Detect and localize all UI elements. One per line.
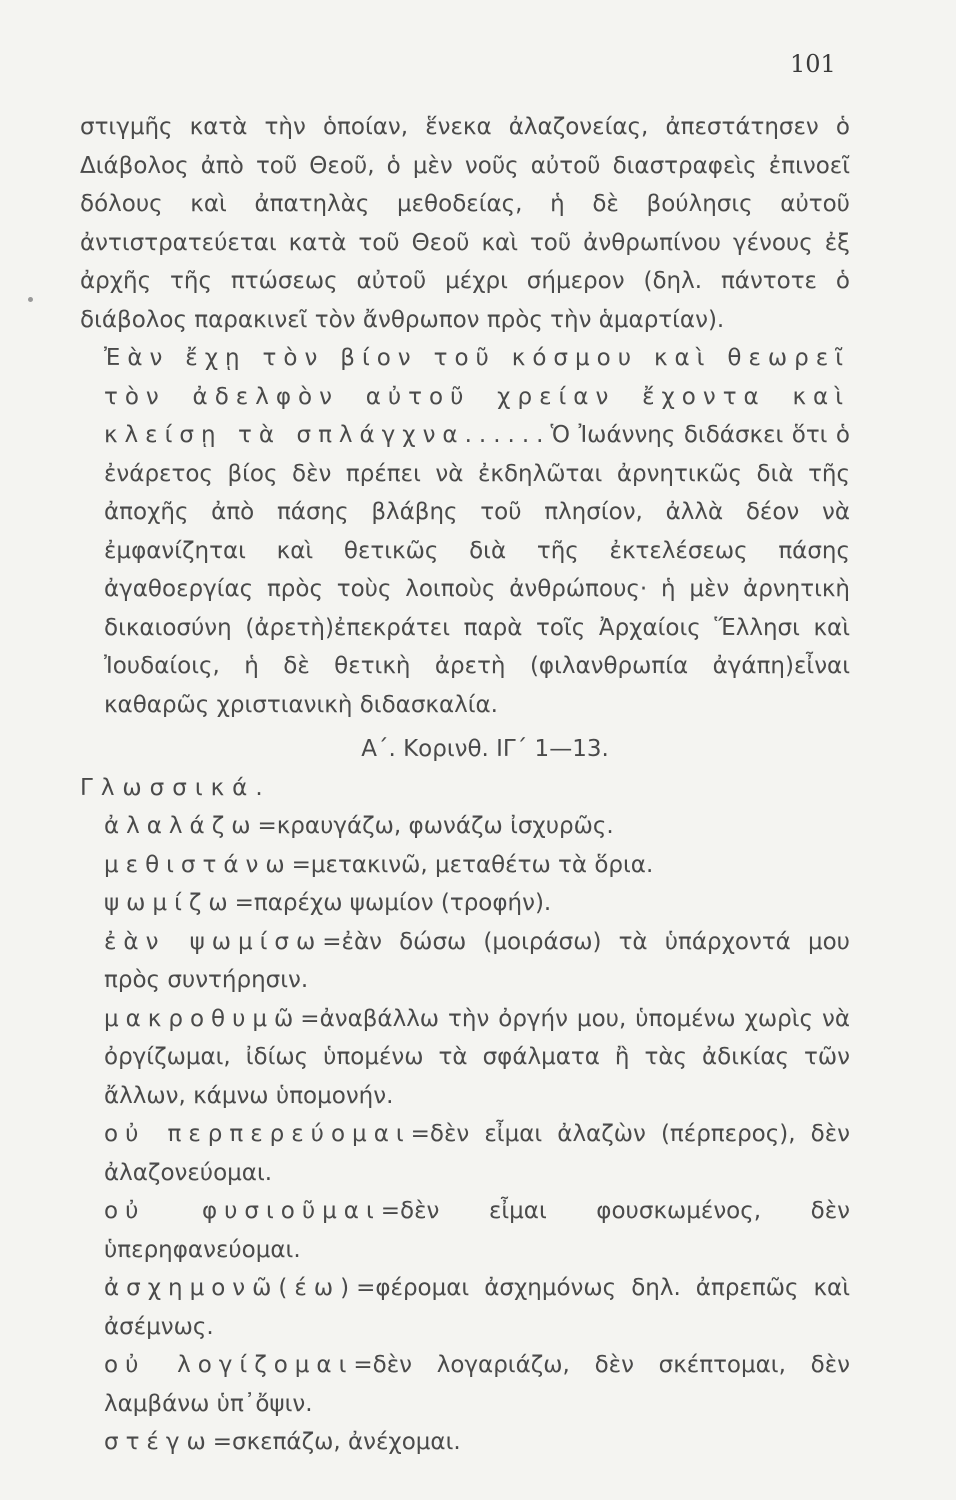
glossary-definition: =δὲν εἶμαι φουσκωμένος, δὲν ὑπερηφανεύομαι. xyxy=(104,1198,850,1263)
glossary-term: στέγω xyxy=(104,1429,213,1455)
glossary-entry xyxy=(80,846,850,885)
glossary-definition: =φέρομαι ἀσχημόνως δηλ. ἀπρεπῶς καὶ ἀσέμνως. xyxy=(104,1275,850,1340)
section-header: Γλωσσικά. xyxy=(80,774,271,801)
glossary-term: μεθιστάνω xyxy=(104,851,292,878)
glossary-term: μακροθυμῶ xyxy=(104,1005,301,1032)
paragraph-quote xyxy=(80,339,850,724)
glossary-definition: =παρέχω ψωμίον (τροφήν). xyxy=(234,890,552,916)
glossary-entry xyxy=(80,1269,850,1346)
spaced-quote: Ἐὰν ἔχῃ τὸν βίον τοῦ κόσμου καὶ θεωρεῖ τὸν ἀδελφὸν αὐτοῦ χρείαν ἔχοντα καὶ κλείσῃ τὰ σπλάγχνα...... xyxy=(104,345,850,448)
glossary-entry xyxy=(80,1192,850,1269)
glossary-term: οὐ φυσιοῦμαι xyxy=(104,1198,381,1224)
glossary-term: ἀσχημονῶ(έω) xyxy=(104,1275,357,1301)
glossary-definition: =δὲν εἶμαι ἀλαζὼν (πέρπερος), δὲν ἀλαζονεύομαι. xyxy=(104,1121,850,1186)
glossary-definition: =μετακινῶ, μεταθέτω τὰ ὅρια. xyxy=(291,851,654,878)
glossary-term: οὐ περπερεύομαι xyxy=(104,1121,411,1147)
scan-speck xyxy=(28,297,33,302)
glossary-definition: =ἀναβάλλω τὴν ὀργήν μου, ὑπομένω χωρὶς νὰ ὀργίζωμαι, ἰδίως ὑπομένω τὰ σφάλματα ἢ τὰς ἀδικίας τῶν ἄλλων, κάμνω ὑπομονήν. xyxy=(104,1005,850,1109)
paragraph-text: Ὁ Ἰωάννης διδάσκει ὅτι ὁ ἐνάρετος βίος δὲν πρέπει νὰ ἐκδηλῶται ἀρνητικῶς διὰ τῆς ἀποχῆς ἀπὸ πάσης βλάβης τοῦ πλησίον, ἀλλὰ δέον νὰ ἐμφανίζηται καὶ θετικῶς διὰ τῆς ἐκτελέσεως πάσης ἀγαθοεργίας πρὸς τοὺς λοιποὺς ἀνθρώπους· ἡ μὲν ἀρνητικὴ δικαιοσύνη (ἀρετὴ)ἐπεκράτει παρὰ τοῖς Ἀρχαίοις Ἕλλησι καὶ Ἰουδαίοις, ἡ δὲ θετικὴ ἀρετὴ (φιλανθρωπία ἀγάπη)εἶναι καθαρῶς χριστιανικὴ διδασκαλία. xyxy=(104,422,851,718)
page-body xyxy=(80,108,850,1462)
glossary-definition: =κραυγάζω, φωνάζω ἰσχυρῶς. xyxy=(257,813,614,839)
glossary-entry xyxy=(80,1346,850,1423)
glossary-term: οὐ λογίζομαι xyxy=(104,1352,354,1378)
glossary-entry xyxy=(80,884,850,923)
page-number: 101 xyxy=(790,50,836,78)
paragraph: στιγμῆς κατὰ τὴν ὁποίαν, ἕνεκα ἀλαζονείας, ἀπεστάτησεν ὁ Διάβολος ἀπὸ τοῦ Θεοῦ, ὁ μὲν νοῦς αὐτοῦ διαστραφεὶς ἐπινοεῖ δόλους καὶ ἀπατηλὰς μεθοδείας, ἡ δὲ βούλησις αὐτοῦ ἀντιστρατεύεται κατὰ τοῦ Θεοῦ καὶ τοῦ ἀνθρωπίνου γένους ἐξ ἀρχῆς τῆς πτώσεως αὐτοῦ μέχρι σήμερον (δηλ. πάντοτε ὁ διάβολος παρακινεῖ τὸν ἄνθρωπον πρὸς τὴν ἁμαρτίαν). xyxy=(80,114,850,333)
glossary-term: ψωμίζω xyxy=(104,890,235,916)
glossary-term: ἀλαλάζω xyxy=(104,813,258,839)
glossary-definition: =δὲν λογαριάζω, δὲν σκέπτομαι, δὲν λαμβάνω ὑπ᾿ὄψιν. xyxy=(104,1352,850,1417)
glossary-definition: =ἐὰν δώσω (μοιράσω) τὰ ὑπάρχοντά μου πρὸς συντήρησιν. xyxy=(104,928,850,993)
glossary-entry xyxy=(80,807,850,846)
glossary-definition: =σκεπάζω, ἀνέχομαι. xyxy=(212,1429,461,1455)
glossary-entry xyxy=(80,1000,850,1116)
glossary-term: ἐὰν ψωμίσω xyxy=(104,928,323,955)
glossary-entry xyxy=(80,923,850,1000)
scripture-reference: Α΄. Κορινθ. ΙΓ΄ 1—13. xyxy=(361,736,609,762)
glossary-entry xyxy=(80,1423,850,1462)
glossary-entry xyxy=(80,1115,850,1192)
